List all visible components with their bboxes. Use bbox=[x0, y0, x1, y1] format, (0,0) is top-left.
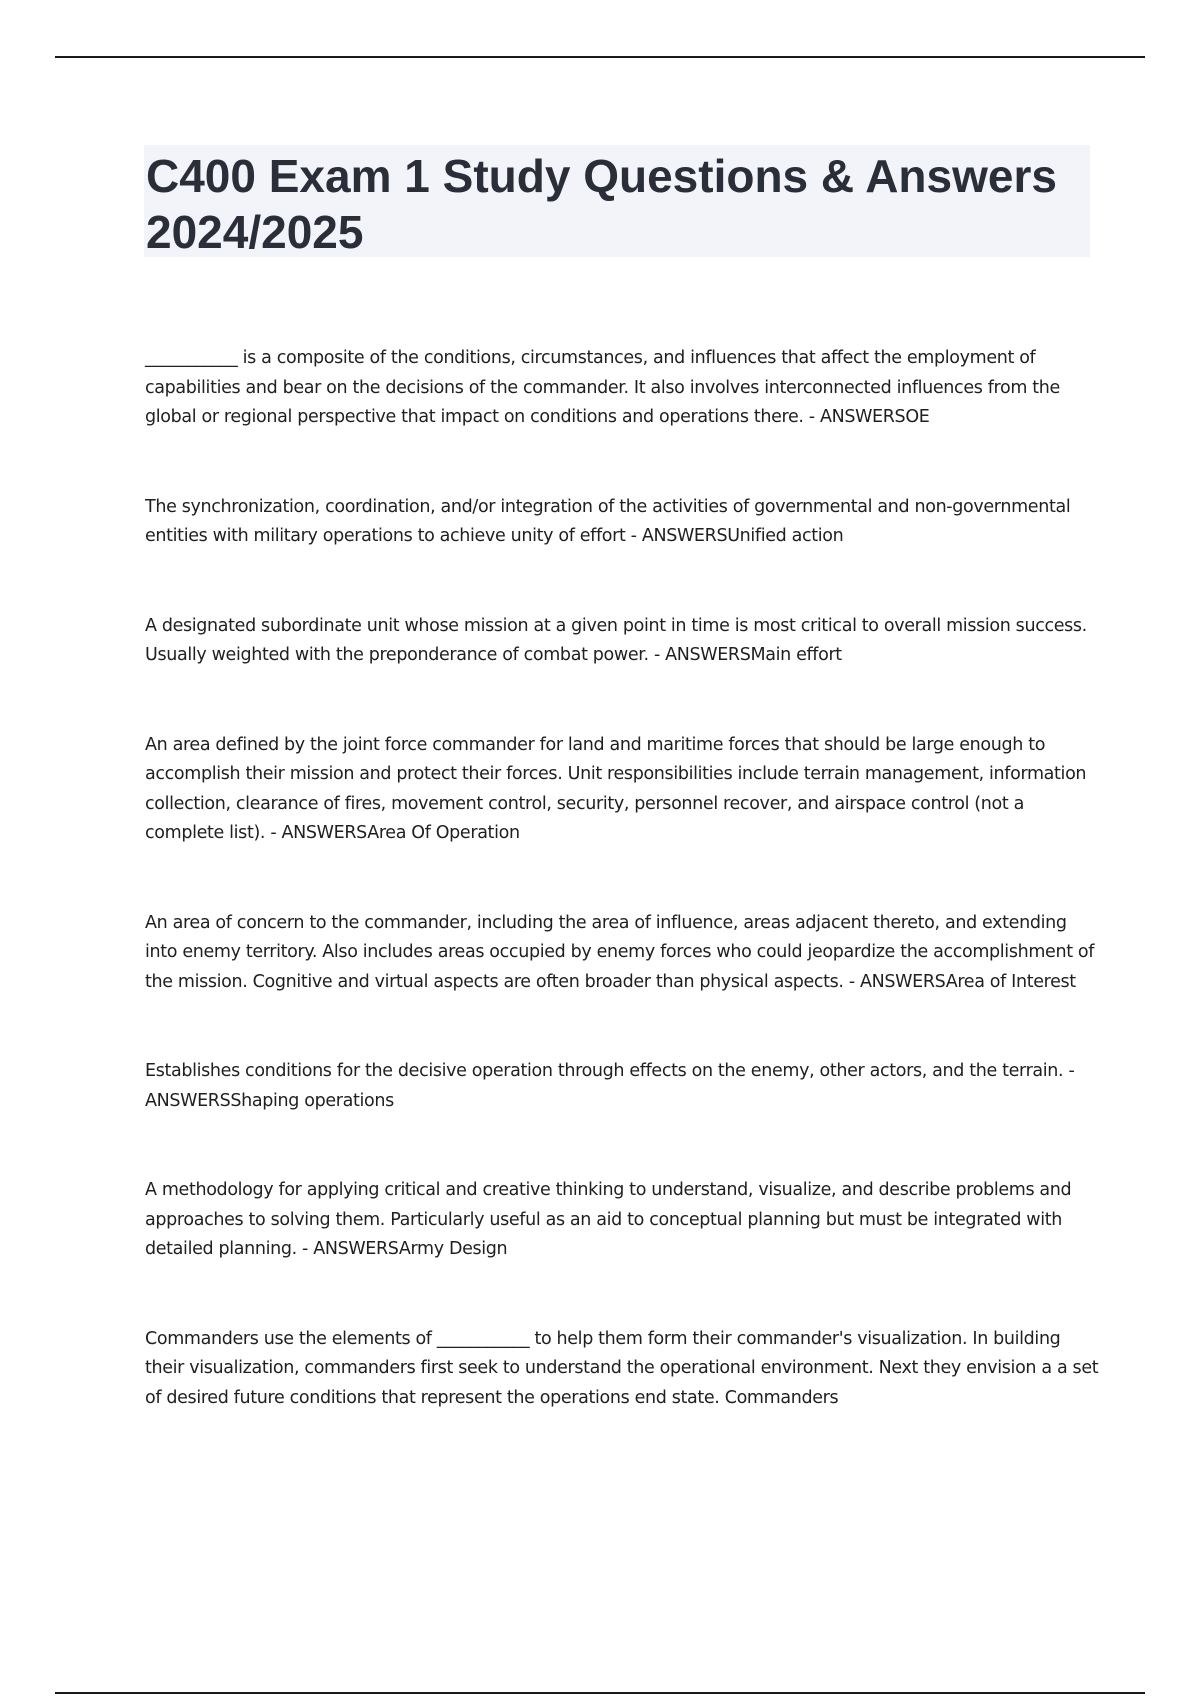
qa-list bbox=[145, 344, 1100, 1473]
qa-item: Commanders use the elements of ___________ to help them form their commander's visualization. In building their visualization, commanders first seek to understand the operational environment. Next they envision a a set of desired future conditions that represent the operations end state. Commanders bbox=[145, 1328, 1099, 1408]
top-rule bbox=[55, 56, 1145, 58]
qa-item: A methodology for applying critical and creative thinking to understand, visualize, and describe problems and approaches to solving them. Particularly useful as an aid to conceptual planning but must be integrated with detailed planning. - ANSWERSArmy Design bbox=[145, 1180, 1072, 1259]
qa-item: ___________ is a composite of the conditions, circumstances, and influences that affect the employment of capabilities and bear on the decisions of the commander. It also involves interconnected influences from the global or regional perspective that impact on conditions and operations there. - ANSWERSOE bbox=[145, 348, 1060, 427]
bottom-rule bbox=[55, 1692, 1145, 1694]
qa-item: A designated subordinate unit whose mission at a given point in time is most critical to overall mission success. Usually weighted with the preponderance of combat power. - ANSWERSMain effort bbox=[145, 615, 1087, 665]
qa-item: Establishes conditions for the decisive operation through effects on the enemy, other actors, and the terrain. - ANSWERSShaping operations bbox=[145, 1061, 1075, 1111]
document-title: C400 Exam 1 Study Questions & Answers 2024/2025 bbox=[146, 150, 1057, 258]
qa-item: An area of concern to the commander, including the area of influence, areas adjacent thereto, and extending into enemy territory. Also includes areas occupied by enemy forces who could jeopardize the accomplishment of the mission. Cognitive and virtual aspects are often broader than physical aspects. - ANSWERSArea of Interest bbox=[145, 912, 1095, 992]
qa-item: The synchronization, coordination, and/or integration of the activities of governmental and non-governmental entities with military operations to achieve unity of effort - ANSWERSUnified action bbox=[145, 496, 1071, 546]
qa-item: An area defined by the joint force commander for land and maritime forces that should be large enough to accomplish their mission and protect their forces. Unit responsibilities include terrain management, information collection, clearance of fires, movement control, security, personnel recover, and airspace control (not a complete list). - ANSWERSArea Of Operation bbox=[145, 734, 1087, 843]
